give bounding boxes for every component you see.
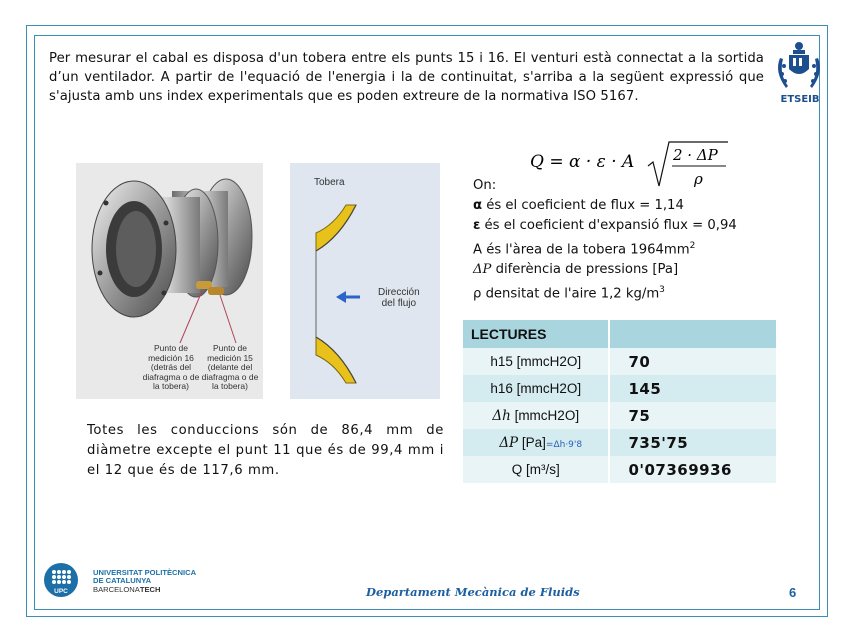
row-value: 75 bbox=[609, 402, 776, 429]
row-label: h16 [mmcH2O] bbox=[463, 375, 609, 402]
pipe-diameter-note: Totes les conduccions són de 86,4 mm de diàmetre excepte el punt 11 que és de 99,4 mm i el 12 que és de 117,6 mm. bbox=[87, 423, 444, 478]
def-rho: ρ densitat de l'aire 1,2 $kg/m^3$ bbox=[473, 285, 665, 302]
caption-point-15: Punto de medición 15 (delante del diafragma o de la tobera) bbox=[201, 343, 259, 391]
on-label: On: bbox=[473, 178, 497, 193]
handwritten-annotation: =Δh·9'8 bbox=[545, 439, 583, 450]
upc-abbr: UPC bbox=[54, 588, 68, 595]
table-row bbox=[463, 402, 776, 429]
formula-numerator: 2 · ΔP bbox=[673, 146, 718, 164]
flow-direction-label: Dirección del flujo bbox=[378, 287, 420, 309]
caption-point-16: Punto de medición 16 (detrás del diafragma o de la tobera) bbox=[142, 343, 200, 391]
nozzle-diagram bbox=[290, 163, 440, 399]
table-row bbox=[463, 348, 776, 375]
def-area: A és l'àrea de la tobera $1964mm^2$ bbox=[473, 241, 696, 258]
row-value: 145 bbox=[609, 375, 776, 402]
intro-paragraph: Per mesurar el cabal es disposa d'un tobera entre els punts 15 i 16. El venturi està connectat a la sortida d’un ventilador. A partir de l'equació de l'energia i la de continuitat, s'arriba a la següent expressió que s'ajusta amb uns index experimentals que es poden extreure de la normativa ISO 5167. bbox=[49, 51, 764, 104]
formula-lhs: Q = α · ε · A bbox=[530, 152, 635, 172]
table-row bbox=[463, 375, 776, 402]
def-alpha: α és el coeficient de flux = 1,14 bbox=[473, 198, 684, 213]
def-epsilon: ε és el coeficient d'expansió flux = 0,94 bbox=[473, 218, 737, 233]
table-row bbox=[463, 456, 776, 483]
university-name: UNIVERSITAT POLITÈCNICA DE CATALUNYA BARCELONATECH bbox=[93, 568, 197, 594]
table-header: LECTURES bbox=[463, 320, 609, 348]
page-number: 6 bbox=[789, 585, 797, 600]
table-row bbox=[463, 429, 776, 456]
nozzle-label: Tobera bbox=[314, 177, 345, 188]
row-value: 0'07369936 bbox=[609, 456, 776, 483]
row-value: 735'75 bbox=[609, 429, 776, 456]
row-label: Q [m³/s] bbox=[463, 456, 609, 483]
upc-logo bbox=[43, 562, 79, 598]
row-label: h15 [mmcH2O] bbox=[463, 348, 609, 375]
row-label: Δh [mmcH2O] bbox=[463, 402, 609, 429]
nozzle-shape bbox=[290, 163, 440, 399]
formula-denominator: ρ bbox=[694, 170, 703, 188]
def-delta-p: ΔP diferència de pressions [Pa] bbox=[473, 262, 679, 278]
row-label: ΔP [Pa]=Δh·9'8 bbox=[463, 429, 609, 456]
table-header-row bbox=[463, 320, 776, 348]
definitions-block bbox=[473, 176, 737, 305]
row-value: 70 bbox=[609, 348, 776, 375]
readings-table bbox=[463, 320, 776, 483]
flange-photo bbox=[76, 163, 263, 399]
etseib-label: ETSEIB bbox=[780, 94, 820, 105]
department-name: Departament Mecànica de Fluids bbox=[366, 585, 580, 599]
